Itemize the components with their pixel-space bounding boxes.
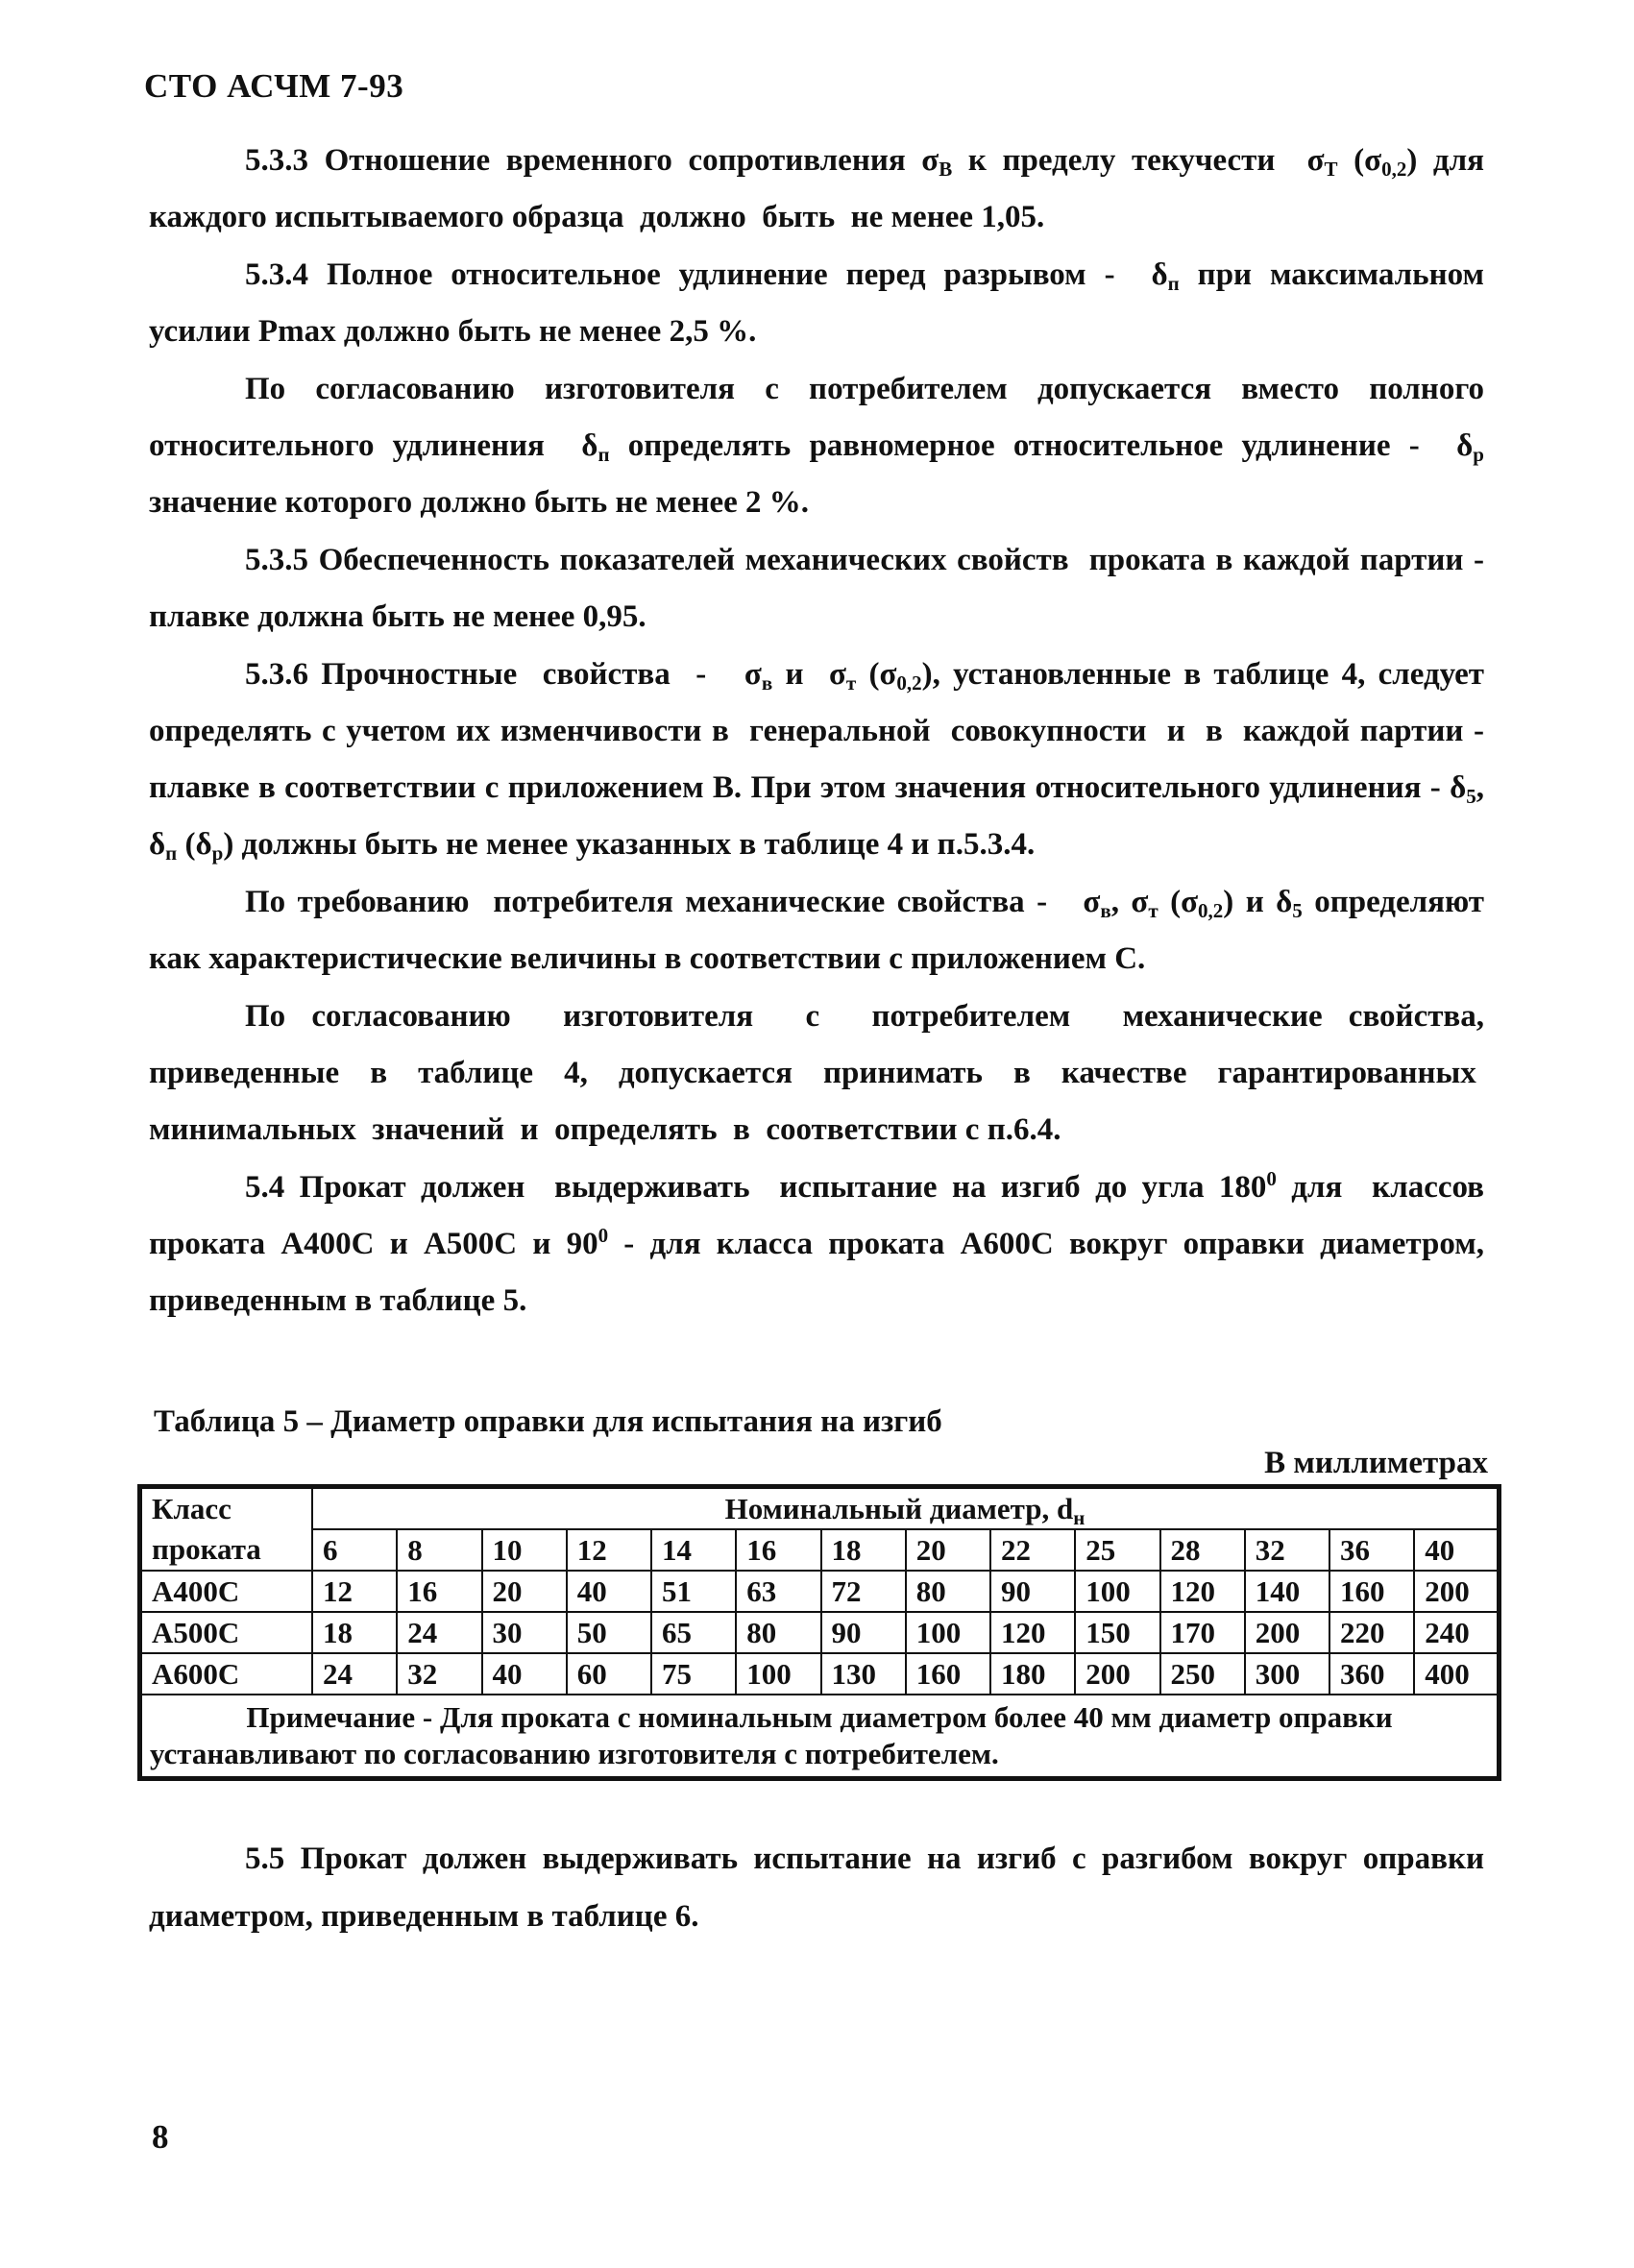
value-cell: 16 — [397, 1571, 481, 1612]
paragraph-5-3-5: 5.3.5 Обеспеченность показателей механических свойств проката в каждой партии - плавке должна быть не менее 0,95. — [149, 543, 1484, 634]
diameter-cell: 32 — [1245, 1529, 1329, 1571]
table-5-units: В миллиметрах — [1264, 1446, 1488, 1480]
paragraph-block-after-table — [149, 1830, 1484, 1945]
value-cell: 90 — [990, 1571, 1075, 1612]
value-cell: 40 — [567, 1571, 651, 1612]
table-note-row — [140, 1695, 1500, 1779]
class-cell: А600С — [140, 1653, 313, 1695]
paragraph-5-5: 5.5 Прокат должен выдерживать испытание на изгиб с разгибом вокруг оправки диаметром, приведенным в таблице 6. — [149, 1841, 1484, 1934]
paragraph-5-3-3: 5.3.3 Отношение временного сопротивления $\sigma_В$ к пределу текучести $\sigma_Т$ $(\sigma_{0,2})$ для каждого испытываемого образца должно быть не менее 1,05. — [149, 143, 1484, 234]
class-header-top: Класс — [140, 1487, 313, 1530]
class-cell: А400С — [140, 1571, 313, 1612]
value-cell: 300 — [1245, 1653, 1329, 1695]
paragraph-5-3-6: 5.3.6 Прочностные свойства - $\sigma_в$ и $\sigma_т$ $(\sigma_{0,2})$, установленные в таблице 4, следует определять с учетом их изменчивости в генеральной совокупности и в каждой партии - плавке в соответствии с приложением В. При этом значения относительного удлинения - $\delta_5$, $\delta_п$ $(\delta_р)$ должны быть не менее указанных в таблице 4 и п.5.3.4. — [149, 657, 1484, 865]
paragraph-5-3-6-c: По согласованию изготовителя с потребителем механические свойства, приведенные в таблице 4, допускается принимать в качестве гарантированных минимальных значений и определять в соответствии с п.6.4. — [149, 999, 1484, 1147]
value-cell: 120 — [990, 1612, 1075, 1653]
value-cell: 200 — [1245, 1612, 1329, 1653]
table-header-row-2 — [140, 1529, 1500, 1571]
document-body — [149, 133, 1484, 1329]
value-cell: 100 — [906, 1612, 990, 1653]
nominal-diameter-header: Номинальный диаметр, $d_н$ — [312, 1487, 1500, 1530]
value-cell: 180 — [990, 1653, 1075, 1695]
value-cell: 75 — [651, 1653, 736, 1695]
value-cell: 400 — [1414, 1653, 1499, 1695]
value-cell: 80 — [906, 1571, 990, 1612]
table-note — [140, 1695, 1500, 1779]
table-row-a500c — [140, 1612, 1500, 1653]
value-cell: 72 — [821, 1571, 906, 1612]
value-cell: 50 — [567, 1612, 651, 1653]
diameter-cell: 20 — [906, 1529, 990, 1571]
value-cell: 63 — [736, 1571, 820, 1612]
value-cell: 200 — [1414, 1571, 1499, 1612]
value-cell: 40 — [482, 1653, 567, 1695]
value-cell: 150 — [1075, 1612, 1159, 1653]
paragraph-5-3-4-b: По согласованию изготовителя с потребителем допускается вместо полного относительного удлинения $\delta_п$ определять равномерное относительное удлинение - $\delta_р$ значение которого должно быть не менее 2 %. — [149, 372, 1484, 520]
table-row-a400c — [140, 1571, 1500, 1612]
diameter-cell: 12 — [567, 1529, 651, 1571]
value-cell: 90 — [821, 1612, 906, 1653]
value-cell: 170 — [1160, 1612, 1245, 1653]
value-cell: 32 — [397, 1653, 481, 1695]
table-note-line-1: Примечание - Для проката с номинальным диаметром более 40 мм диаметр оправки — [246, 1700, 1393, 1734]
diameter-cell: 8 — [397, 1529, 481, 1571]
value-cell: 12 — [312, 1571, 397, 1612]
value-cell: 250 — [1160, 1653, 1245, 1695]
class-header-bottom: проката — [140, 1529, 313, 1571]
value-cell: 100 — [736, 1653, 820, 1695]
value-cell: 160 — [906, 1653, 990, 1695]
value-cell: 30 — [482, 1612, 567, 1653]
diameter-cell: 40 — [1414, 1529, 1499, 1571]
value-cell: 80 — [736, 1612, 820, 1653]
value-cell: 24 — [312, 1653, 397, 1695]
table-row-a600c — [140, 1653, 1500, 1695]
value-cell: 140 — [1245, 1571, 1329, 1612]
value-cell: 18 — [312, 1612, 397, 1653]
table-5-caption: Таблица 5 – Диаметр оправки для испытания на изгиб — [154, 1404, 942, 1439]
paragraph-5-3-4: 5.3.4 Полное относительное удлинение перед разрывом - $\delta_п$ при максимальном усилии Pmax должно быть не менее 2,5 %. — [149, 257, 1484, 349]
document-code-header: СТО АСЧМ 7-93 — [144, 67, 404, 105]
value-cell: 60 — [567, 1653, 651, 1695]
diameter-cell: 10 — [482, 1529, 567, 1571]
value-cell: 200 — [1075, 1653, 1159, 1695]
value-cell: 240 — [1414, 1612, 1499, 1653]
paragraph-5-3-6-b: По требованию потребителя механические свойства - $\sigma_в$, $\sigma_т$ $(\sigma_{0,2})$ и $\delta_5$ определяют как характеристические величины в соответствии с приложением С. — [149, 885, 1484, 976]
diameter-cell: 25 — [1075, 1529, 1159, 1571]
value-cell: 160 — [1329, 1571, 1414, 1612]
diameter-cell: 14 — [651, 1529, 736, 1571]
diameter-cell: 18 — [821, 1529, 906, 1571]
value-cell: 120 — [1160, 1571, 1245, 1612]
diameter-cell: 16 — [736, 1529, 820, 1571]
paragraph-5-4: 5.4 Прокат должен выдерживать испытание на изгиб до угла $180^0$ для классов проката А400С и А500С и $90^0$ - для класса проката А600С вокруг оправки диаметром, приведенным в таблице 5. — [149, 1167, 1485, 1318]
value-cell: 51 — [651, 1571, 736, 1612]
value-cell: 220 — [1329, 1612, 1414, 1653]
value-cell: 360 — [1329, 1653, 1414, 1695]
value-cell: 130 — [821, 1653, 906, 1695]
table-note-line-2: устанавливают по согласованию изготовителя с потребителем. — [150, 1737, 999, 1770]
diameter-cell: 36 — [1329, 1529, 1414, 1571]
value-cell: 65 — [651, 1612, 736, 1653]
page-number: 8 — [152, 2118, 169, 2156]
table-header-row-1 — [140, 1487, 1500, 1530]
diameter-cell: 28 — [1160, 1529, 1245, 1571]
value-cell: 100 — [1075, 1571, 1159, 1612]
diameter-cell: 22 — [990, 1529, 1075, 1571]
class-cell: А500С — [140, 1612, 313, 1653]
table-5 — [137, 1484, 1501, 1781]
value-cell: 24 — [397, 1612, 481, 1653]
diameter-cell: 6 — [312, 1529, 397, 1571]
value-cell: 20 — [482, 1571, 567, 1612]
